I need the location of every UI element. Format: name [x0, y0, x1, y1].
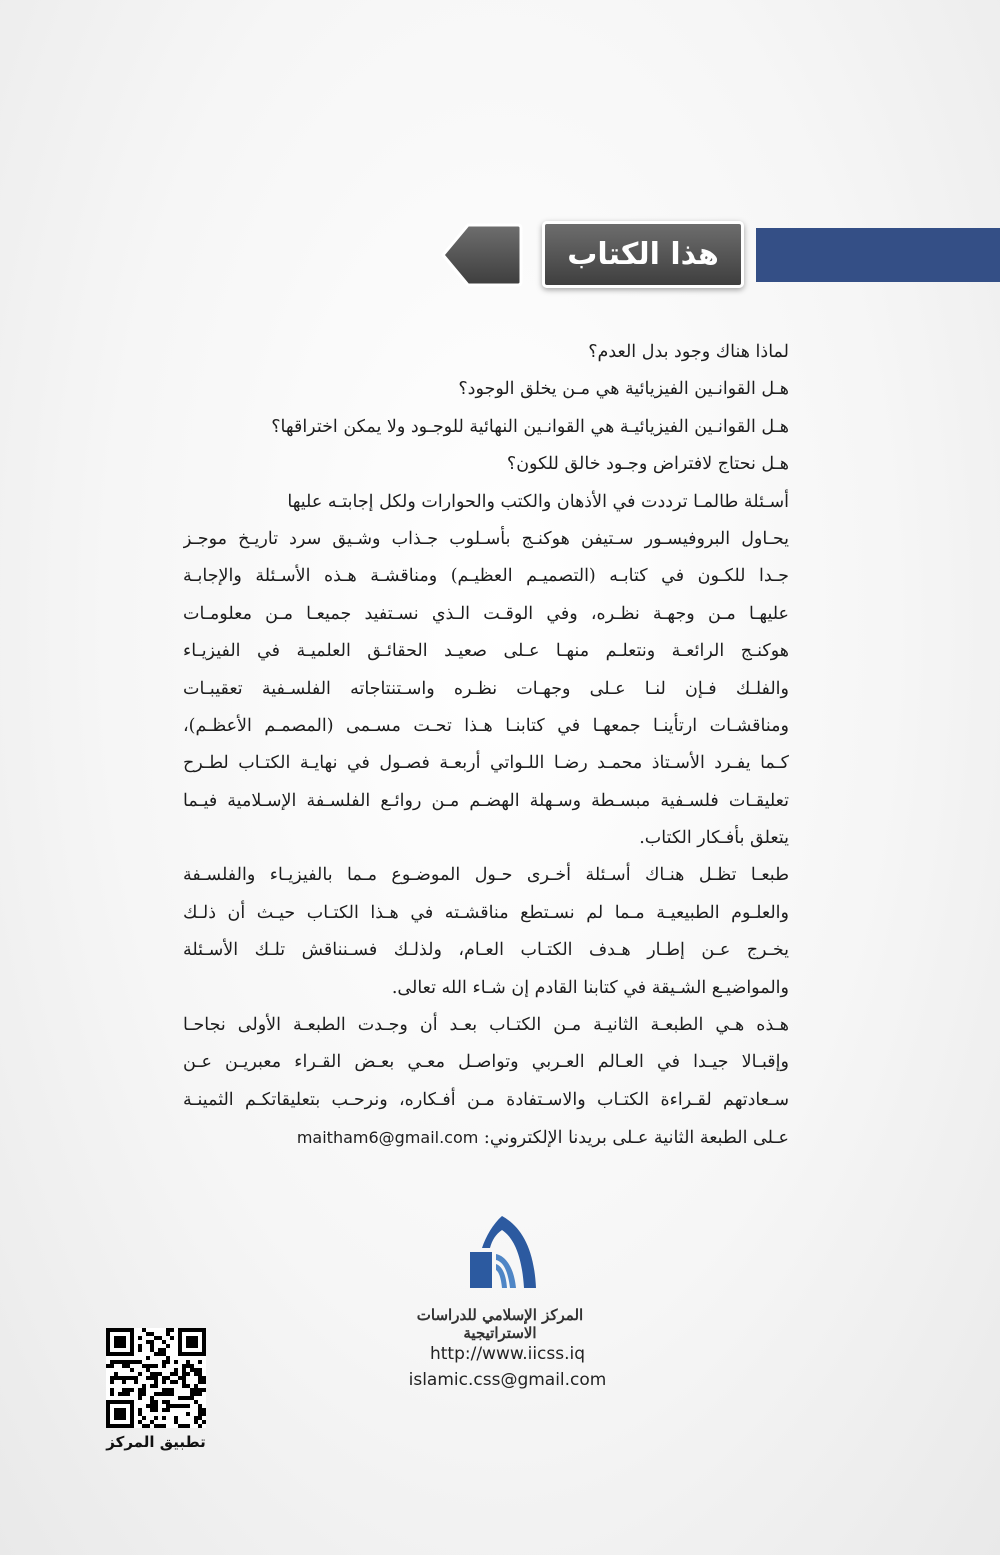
back-arrow-tab [440, 222, 524, 288]
text-line: أسـئلة طالمـا ترددت في الأذهان والكتب والحوارات ولكل إجابتـه عليها [287, 491, 789, 512]
text-line: ومناقشـات ارتأينـا جمعهـا في كتابنـا هـذا تحـت مسـمى (المصمـم الأعظـم)، [183, 715, 789, 736]
text-line: عليهـا مـن وجهـة نظـره، وفي الوقـت الـذي نسـتفيد جميعـا مـن معلومـات [183, 603, 789, 624]
text-line: والفلـك فـإن لنـا عـلى وجهـات نظـره واسـتنتاجاته الفلسـفية تعقيبـات [183, 678, 789, 699]
text-line: تعليقـات فلسـفية مبسـطة وسـهلة الهضـم مـن روائـع الفلسـفة الإسـلامية فيـما [183, 790, 789, 811]
text-line: يتعلق بأفـكار الكتاب. [639, 828, 789, 849]
text-line: وإقبـالا جيـدا في العـالم العـربي وتواصـل معـي بعـض القـراء معبريـن عـن [183, 1052, 789, 1073]
page-title: هذا الكتاب [567, 237, 719, 272]
text-line: جـدا للكـون في كتابـه (التصميـم العظيـم) ومناقشـة هـذه الأسـئلة والإجابـة [183, 566, 789, 587]
publisher-logo-icon [462, 1212, 542, 1292]
publisher-email[interactable]: islamic.css@gmail.com [408, 1370, 607, 1390]
text-line: هـل نحتاج لافتراض وجـود خالق للكون؟ [506, 454, 789, 475]
text-line: هـذه هـي الطبعـة الثانيـة مـن الكتـاب بعـد أن وجـدت الطبعـة الأولى نجاحـا [183, 1015, 789, 1036]
publisher-url[interactable]: http://www.iicss.iq [429, 1344, 586, 1364]
qr-caption: تطبيق المركز [106, 1433, 206, 1451]
author-email-link[interactable]: maitham6@gmail.com [296, 1128, 479, 1148]
text-line: والمواضيـع الشـيقة في كتابنا القادم إن شـاء الله تعالى. [391, 977, 789, 998]
text-line: هـل القوانـين الفيزيائيـة هي القوانـين النهائية للوجـود ولا يمكن اختراقها؟ [271, 416, 789, 437]
header-band [756, 228, 1000, 282]
text-line: لماذا هناك وجود بدل العدم؟ [588, 342, 789, 362]
text-line: والعلـوم الطبيعيـة مـما لم نسـتطع مناقشـته في هـذا الكتـاب حيـث أن ذلـك [183, 902, 789, 923]
text-line: سـعادتهم لقـراءة الكتـاب والاسـتفادة مـن أفـكاره، ونرحـب بتعليقاتكـم الثمينـة [183, 1089, 789, 1110]
text-line-contact [183, 1119, 789, 1156]
qr-code-icon[interactable] [106, 1328, 206, 1428]
text-line: يخـرج عـن إطـار هـدف الكتـاب العـام، ولذلـك فسـنناقش تلـك الأسـئلة [183, 940, 789, 961]
text-line: يحـاول البروفيسـور سـتيفن هوكنـج بأسـلوب جـذاب وشـيق سرد تاريـخ موجـز [183, 528, 789, 549]
contact-text: عـلى الطبعة الثانية عـلى بريدنا الإلكتروني: [483, 1128, 789, 1149]
text-line: هوكنـج الرائعـة ونتعلـم منهـا عـلى صعيـد الحقائـق العلميـة في الفيزيـاء [183, 641, 789, 662]
section-title-plate [542, 221, 744, 288]
text-line: هـل القوانـين الفيزيائية هي مـن يخلق الوجود؟ [458, 379, 789, 400]
publisher-name: المركز الإسلامي للدراسات الاستراتيجية [416, 1306, 584, 1342]
text-line: كـما يفـرد الأسـتاذ محمـد رضـا اللـواتي أربعـة فصـول في نهايـة الكتـاب لطـرح [183, 753, 789, 774]
blurb-text [183, 334, 789, 1157]
text-line: طبعـا تظـل هنـاك أسـئلة أخـرى حـول الموضـوع مـما بالفيزيـاء والفلسـفة [183, 865, 789, 886]
